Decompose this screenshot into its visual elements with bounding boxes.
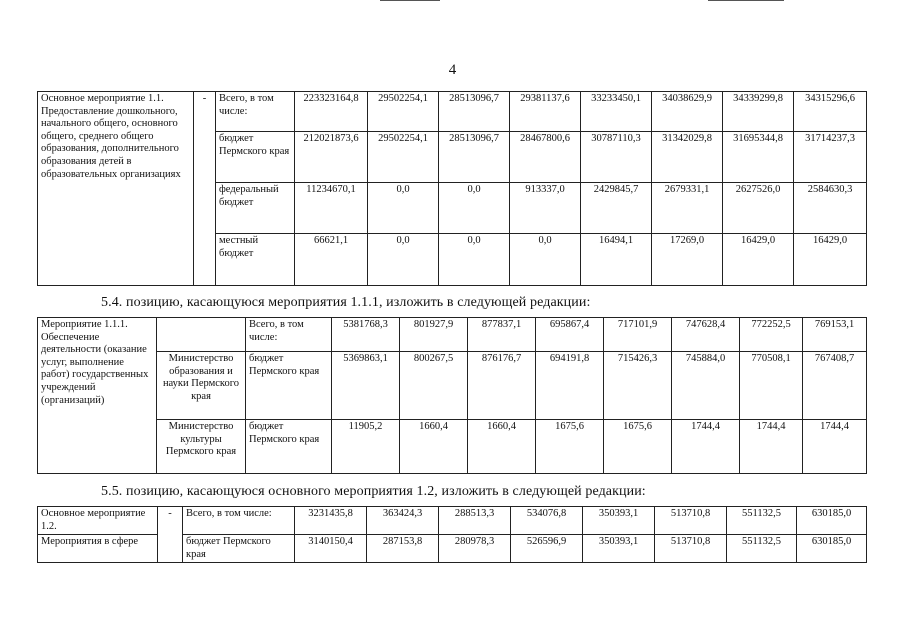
value-cell: 0,0 xyxy=(439,234,510,286)
value-cell: 34315296,6 xyxy=(794,92,867,132)
value-cell: 29502254,1 xyxy=(368,92,439,132)
value-cell: 695867,4 xyxy=(536,318,604,352)
value-cell: 745884,0 xyxy=(672,352,740,420)
value-cell: 34339299,8 xyxy=(723,92,794,132)
table-row xyxy=(38,420,867,474)
table-row xyxy=(38,92,867,132)
value-cell: 280978,3 xyxy=(439,535,511,563)
executor-cell: Министерство культуры Пермского края xyxy=(157,420,246,474)
value-cell: 288513,3 xyxy=(439,507,511,535)
table-row xyxy=(38,507,867,535)
top-rule-left xyxy=(380,0,440,1)
activity-cell: Основное мероприятие 1.1. Предоставление дошкольного, начального общего, основного общего, среднего общего образования, дополнительного образования детей в образовательных организациях xyxy=(38,92,194,286)
source-cell: Всего, в том числе: xyxy=(246,318,332,352)
source-cell: Всего, в том числе: xyxy=(216,92,295,132)
value-cell: 747628,4 xyxy=(672,318,740,352)
value-cell: 16494,1 xyxy=(581,234,652,286)
value-cell: 1660,4 xyxy=(468,420,536,474)
value-cell: 5381768,3 xyxy=(332,318,400,352)
value-cell: 630185,0 xyxy=(797,507,867,535)
value-cell: 694191,8 xyxy=(536,352,604,420)
source-cell: федеральный бюджет xyxy=(216,183,295,234)
value-cell: 31695344,8 xyxy=(723,132,794,183)
value-cell: 28513096,7 xyxy=(439,132,510,183)
value-cell: 551132,5 xyxy=(727,507,797,535)
value-cell: 913337,0 xyxy=(510,183,581,234)
value-cell: 877837,1 xyxy=(468,318,536,352)
value-cell: 350393,1 xyxy=(583,535,655,563)
table-row xyxy=(38,318,867,352)
table-activity-1-2 xyxy=(37,506,867,563)
value-cell: 33233450,1 xyxy=(581,92,652,132)
caption-5-4: 5.4. позицию, касающуюся мероприятия 1.1.1, изложить в следующей редакции: xyxy=(101,295,591,310)
value-cell: 551132,5 xyxy=(727,535,797,563)
value-cell: 2429845,7 xyxy=(581,183,652,234)
value-cell: 31714237,3 xyxy=(794,132,867,183)
value-cell: 801927,9 xyxy=(400,318,468,352)
executor-cell: - xyxy=(158,507,183,563)
value-cell: 2627526,0 xyxy=(723,183,794,234)
value-cell: 31342029,8 xyxy=(652,132,723,183)
value-cell: 1660,4 xyxy=(400,420,468,474)
activity-cell: Мероприятие 1.1.1. Обеспечение деятельности (оказание услуг, выполнение работ) государственных учреждений (организаций) xyxy=(38,318,157,474)
value-cell: 11905,2 xyxy=(332,420,400,474)
value-cell: 0,0 xyxy=(510,234,581,286)
value-cell: 876176,7 xyxy=(468,352,536,420)
value-cell: 212021873,6 xyxy=(295,132,368,183)
value-cell: 800267,5 xyxy=(400,352,468,420)
value-cell: 2584630,3 xyxy=(794,183,867,234)
value-cell: 29502254,1 xyxy=(368,132,439,183)
source-cell: бюджет Пермского края xyxy=(246,420,332,474)
value-cell: 34038629,9 xyxy=(652,92,723,132)
value-cell: 287153,8 xyxy=(367,535,439,563)
value-cell: 28467800,6 xyxy=(510,132,581,183)
value-cell: 3231435,8 xyxy=(295,507,367,535)
table-row xyxy=(38,352,867,420)
value-cell: 11234670,1 xyxy=(295,183,368,234)
value-cell: 717101,9 xyxy=(604,318,672,352)
value-cell: 715426,3 xyxy=(604,352,672,420)
top-rule-right xyxy=(708,0,784,1)
value-cell: 16429,0 xyxy=(794,234,867,286)
value-cell: 1675,6 xyxy=(604,420,672,474)
value-cell: 28513096,7 xyxy=(439,92,510,132)
source-cell: бюджет Пермского края xyxy=(183,535,295,563)
value-cell: 3140150,4 xyxy=(295,535,367,563)
value-cell: 513710,8 xyxy=(655,535,727,563)
table-activity-1-1 xyxy=(37,91,867,286)
value-cell: 769153,1 xyxy=(803,318,867,352)
executor-cell: - xyxy=(194,92,216,286)
caption-5-5: 5.5. позицию, касающуюся основного мероприятия 1.2, изложить в следующей редакции: xyxy=(101,484,646,499)
activity-cell-continued: Мероприятия в сфере xyxy=(38,535,158,563)
value-cell: 2679331,1 xyxy=(652,183,723,234)
value-cell: 0,0 xyxy=(368,183,439,234)
value-cell: 5369863,1 xyxy=(332,352,400,420)
executor-cell xyxy=(157,318,246,352)
value-cell: 526596,9 xyxy=(511,535,583,563)
page-number: 4 xyxy=(448,62,457,78)
value-cell: 630185,0 xyxy=(797,535,867,563)
value-cell: 767408,7 xyxy=(803,352,867,420)
source-cell: Всего, в том числе: xyxy=(183,507,295,535)
value-cell: 0,0 xyxy=(368,234,439,286)
value-cell: 770508,1 xyxy=(740,352,803,420)
value-cell: 1744,4 xyxy=(740,420,803,474)
value-cell: 66621,1 xyxy=(295,234,368,286)
value-cell: 350393,1 xyxy=(583,507,655,535)
value-cell: 29381137,6 xyxy=(510,92,581,132)
value-cell: 16429,0 xyxy=(723,234,794,286)
value-cell: 1744,4 xyxy=(803,420,867,474)
value-cell: 1675,6 xyxy=(536,420,604,474)
activity-cell: Основное мероприятие 1.2. xyxy=(38,507,158,535)
value-cell: 513710,8 xyxy=(655,507,727,535)
value-cell: 363424,3 xyxy=(367,507,439,535)
value-cell: 1744,4 xyxy=(672,420,740,474)
value-cell: 534076,8 xyxy=(511,507,583,535)
table-activity-1-1-1 xyxy=(37,317,867,474)
value-cell: 772252,5 xyxy=(740,318,803,352)
source-cell: местный бюджет xyxy=(216,234,295,286)
executor-cell: Министерство образования и науки Пермского края xyxy=(157,352,246,420)
value-cell: 30787110,3 xyxy=(581,132,652,183)
source-cell: бюджет Пермского края xyxy=(246,352,332,420)
value-cell: 223323164,8 xyxy=(295,92,368,132)
source-cell: бюджет Пермского края xyxy=(216,132,295,183)
value-cell: 17269,0 xyxy=(652,234,723,286)
value-cell: 0,0 xyxy=(439,183,510,234)
